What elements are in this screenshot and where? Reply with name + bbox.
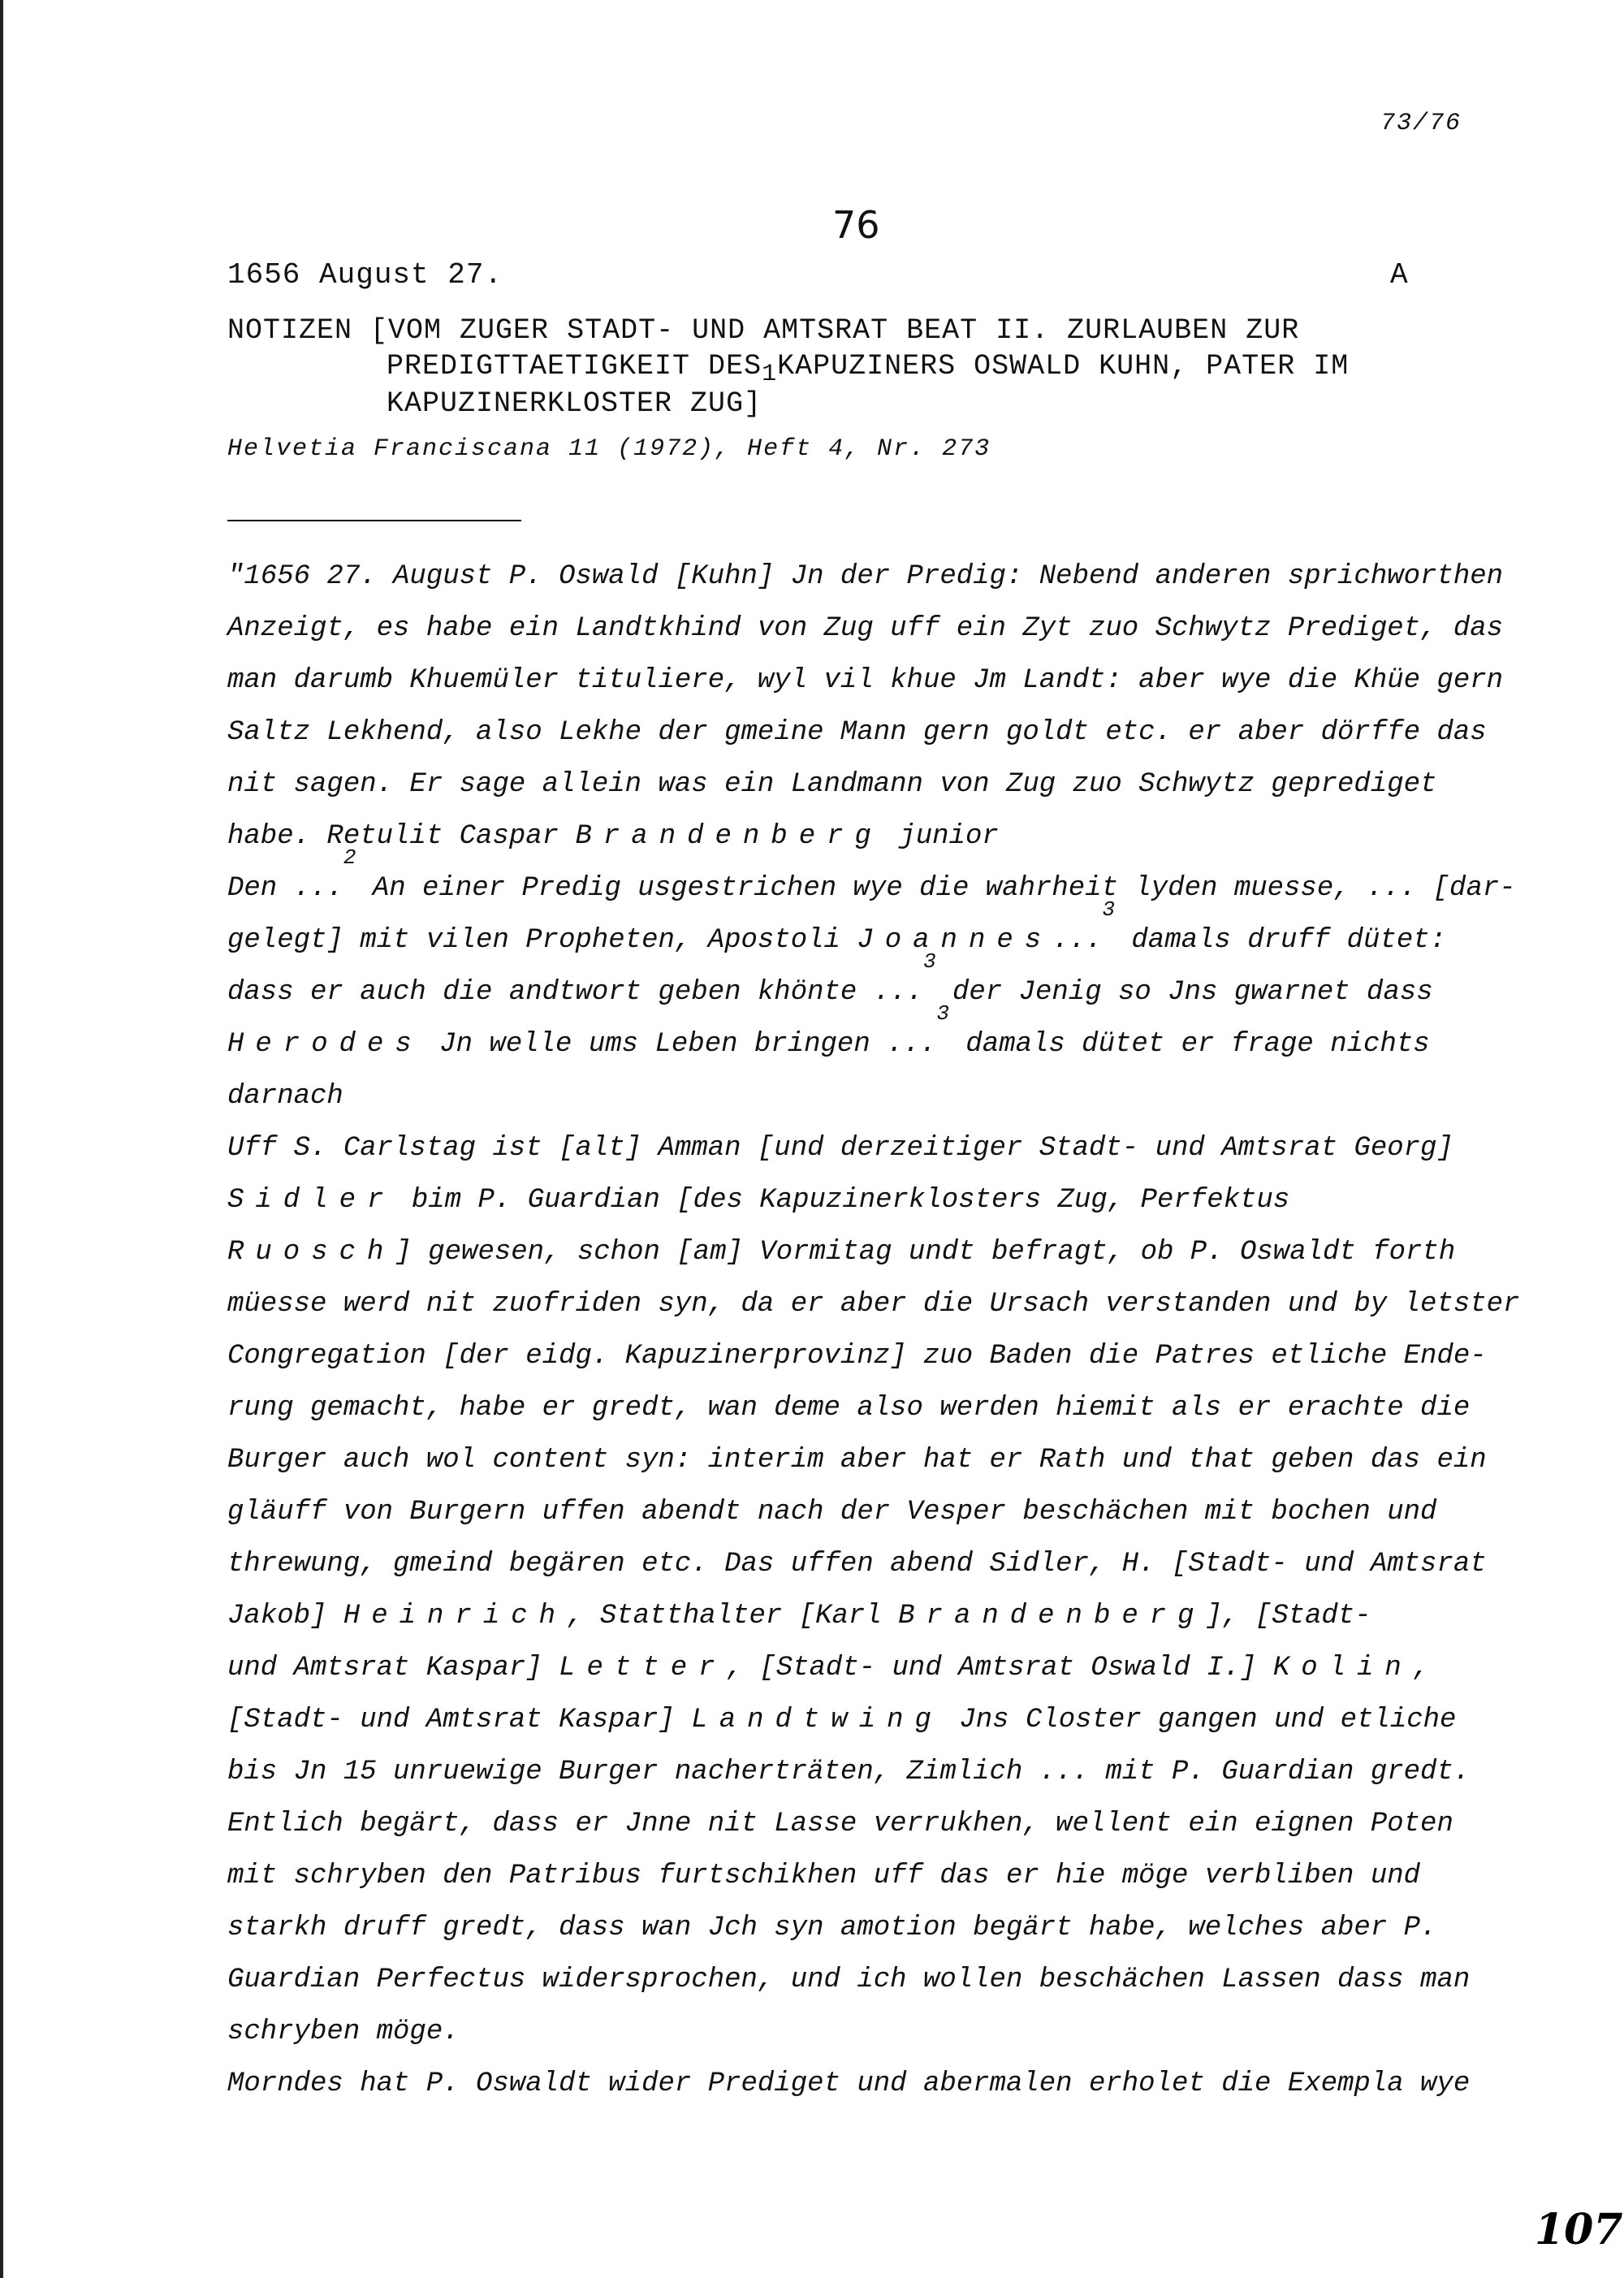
spaced-name: Brandenberg — [898, 1601, 1206, 1632]
source-citation: Helvetia Franciscana 11 (1972), Heft 4, Nr. 273 — [227, 435, 991, 463]
separator-rule — [227, 520, 521, 521]
text-line: Uff S. Carlstag ist [alt] Amman [und derzeitiger Stadt- und Amtsrat Georg] — [227, 1133, 1453, 1164]
spaced-name: Landtwing — [691, 1705, 943, 1736]
text-segment: damals druff dütet: — [1131, 925, 1447, 956]
text-segment: Jns Closter gangen und etliche — [959, 1705, 1457, 1736]
page-reference: 73/76 — [1380, 110, 1462, 137]
text-line: Anzeigt, es habe ein Landtkhind von Zug uff ein Zyt zuo Schwytz Prediget, das — [227, 613, 1504, 644]
text-line — [227, 1642, 1527, 1694]
footnote-marker: 3 — [922, 949, 936, 974]
text-line — [227, 845, 1527, 914]
text-line: Burger auch wol content syn: interim aber hat er Rath und that geben das ein — [227, 1445, 1487, 1476]
text-segment: Jn welle ums Leben bringen ... — [439, 1029, 937, 1060]
handwritten-folio-number: 107 — [1535, 2205, 1623, 2254]
text-line: threwung, gmeind begären etc. Das uffen abend Sidler, H. [Stadt- und Amtsrat — [227, 1549, 1487, 1580]
spaced-name: Letter — [559, 1653, 727, 1684]
text-segment: junior — [899, 821, 999, 852]
text-line — [227, 1590, 1527, 1642]
text-segment: , [Stadt- und Amtsrat Oswald I.] — [726, 1653, 1257, 1684]
footnote-marker: 2 — [343, 845, 356, 870]
spaced-name: Sidler — [227, 1185, 395, 1216]
text-segment: [Stadt- und Amtsrat Kaspar] — [227, 1705, 675, 1736]
text-line: starkh druff gredt, dass wan Jch syn amotion begärt habe, welches aber P. — [227, 1913, 1437, 1943]
title-line-3: KAPUZINERKLOSTER ZUG] — [387, 387, 762, 420]
text-line: Guardian Perfectus widersprochen, und ich wollen beschächen Lassen dass man — [227, 1965, 1471, 1995]
title-line-2 — [227, 348, 1462, 386]
text-segment: und Amtsrat Kaspar] — [227, 1653, 542, 1684]
text-line: Morndes hat P. Oswaldt wider Prediget und abermalen erholet die Exempla wye — [227, 2068, 1471, 2099]
title-footnote-marker: 1 — [762, 361, 778, 388]
text-line: "1656 27. August P. Oswald [Kuhn] Jn der Predig: Nebend anderen sprichworthen — [227, 561, 1504, 592]
document-category: A — [1390, 258, 1408, 292]
footnote-marker: 3 — [936, 1001, 949, 1026]
text-line — [227, 949, 1527, 1018]
text-line: Congregation [der eidg. Kapuzinerprovinz] zuo Baden die Patres etliche Ende- — [227, 1341, 1487, 1372]
footnote-marker: 3 — [1102, 897, 1115, 922]
text-segment: An einer Predig usgestrichen wye die wahrheit lyden muesse, ... [dar- — [372, 873, 1516, 904]
spaced-name: Brandenberg — [575, 821, 883, 852]
text-line — [227, 1694, 1527, 1746]
text-line: bis Jn 15 unruewige Burger nacherträten, Zimlich ... mit P. Guardian gredt. — [227, 1757, 1471, 1787]
spaced-name: Herodes — [227, 1029, 423, 1060]
title-line-1: NOTIZEN [VOM ZUGER STADT- UND AMTSRAT BEAT II. ZURLAUBEN ZUR — [227, 314, 1300, 347]
text-segment: , Statthalter [Karl — [567, 1601, 882, 1632]
text-line: mit schryben den Patribus furtschikhen uff das er hie möge verbliben und — [227, 1861, 1421, 1891]
text-segment: habe. Retulit Caspar — [227, 821, 559, 852]
transcription-body — [227, 551, 1527, 2110]
text-line — [227, 810, 1527, 862]
spaced-name: Ruosch — [227, 1237, 395, 1268]
text-segment: ... — [1052, 925, 1103, 956]
text-line — [227, 1226, 1527, 1278]
text-line — [227, 1001, 1527, 1070]
text-line: man darumb Khuemüler tituliere, wyl vil khue Jm Landt: aber wye die Khüe gern — [227, 665, 1504, 696]
text-segment: , — [1412, 1653, 1430, 1684]
spaced-name: Kolin — [1272, 1653, 1413, 1684]
spaced-name: Heinrich — [343, 1601, 568, 1632]
text-line: schryben möge. — [227, 2016, 460, 2047]
document-title — [227, 313, 1462, 421]
spaced-name: Joannes — [857, 925, 1053, 956]
text-line — [227, 897, 1527, 966]
text-segment: ], [Stadt- — [1205, 1601, 1371, 1632]
text-segment: damals dütet er frage nichts — [965, 1029, 1430, 1060]
text-segment: bim P. Guardian [des Kapuzinerklosters Zug, Perfektus — [411, 1185, 1290, 1216]
text-line — [227, 1174, 1527, 1226]
text-segment: Den ... — [227, 873, 343, 904]
document-number: 76 — [832, 203, 880, 247]
text-segment: Jakob] — [227, 1601, 327, 1632]
text-line: gläuff von Burgern uffen abendt nach der Vesper beschächen mit bochen und — [227, 1497, 1437, 1528]
text-line: darnach — [227, 1081, 343, 1112]
text-line: Entlich begärt, dass er Jnne nit Lasse verrukhen, wellent ein eignen Poten — [227, 1809, 1453, 1839]
text-segment: ] gewesen, schon [am] Vormitag undt befragt, ob P. Oswaldt forth — [395, 1237, 1456, 1268]
document-date: 1656 August 27. — [227, 258, 503, 292]
text-segment: der Jenig so Jns gwarnet dass — [952, 977, 1433, 1008]
page-edge — [0, 0, 3, 2278]
title-line-2-end: KAPUZINERS OSWALD KUHN, PATER IM — [777, 350, 1350, 383]
title-line-2-start: PREDIGTTAETIGKEIT DES — [387, 350, 762, 383]
text-line: rung gemacht, habe er gredt, wan deme also werden hiemit als er erachte die — [227, 1393, 1471, 1424]
text-segment: dass er auch die andtwort geben khönte ... — [227, 977, 923, 1008]
text-line: Saltz Lekhend, also Lekhe der gmeine Mann gern goldt etc. er aber dörffe das — [227, 717, 1487, 748]
text-line: müesse werd nit zuofriden syn, da er aber die Ursach verstanden und by letster — [227, 1289, 1520, 1320]
text-segment: gelegt] mit vilen Propheten, Apostoli — [227, 925, 840, 956]
text-line: nit sagen. Er sage allein was ein Landmann von Zug zuo Schwytz geprediget — [227, 769, 1437, 800]
